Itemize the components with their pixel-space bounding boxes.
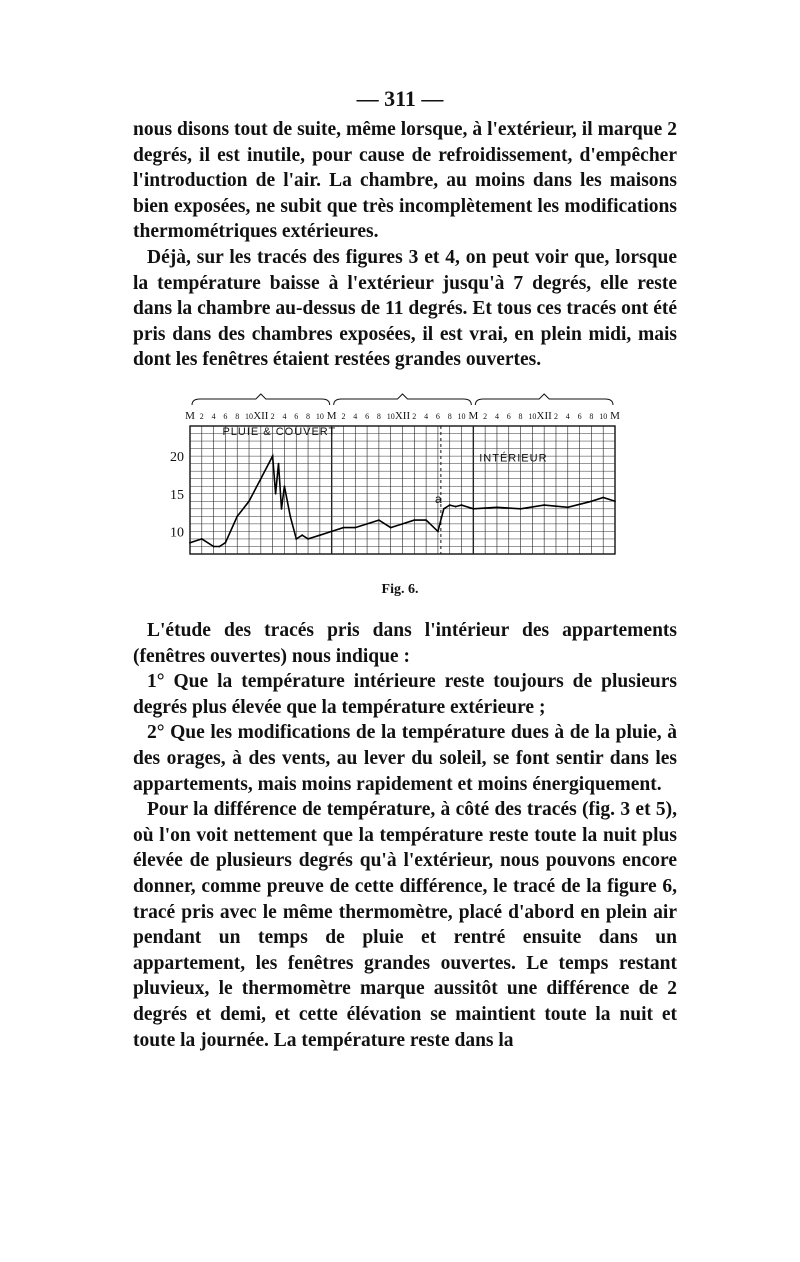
day-brace xyxy=(192,394,330,405)
x-tick-label: 10 xyxy=(245,412,254,421)
chart-annotation: a xyxy=(434,491,443,506)
x-tick-label: M xyxy=(326,410,337,422)
figure-caption: Fig. 6. xyxy=(381,582,419,597)
temperature-point xyxy=(201,538,203,540)
paragraph: nous disons tout de suite, même lorsque, à l'extérieur, il marque 2 degrés, il est inutile, pour cause de refroidissement, d'empêcher l'introduction de l'air. La chambre, au moins dans les maisons bien exposées, ne subit que très incomplètement les modifications thermométriques extérieures. xyxy=(133,119,677,243)
temperature-point xyxy=(272,455,274,457)
temperature-point xyxy=(275,493,277,495)
paragraph: 1° Que la température intérieure reste toujours de plusieurs degrés plus élevée que la température extérieure ; xyxy=(133,671,677,718)
x-tick-label: 8 xyxy=(589,412,594,421)
temperature-point xyxy=(425,519,427,521)
temperature-point xyxy=(496,506,498,508)
temperature-point xyxy=(281,508,283,510)
x-tick-label: 6 xyxy=(577,412,582,421)
day-brace xyxy=(334,394,472,405)
y-tick-label: 15 xyxy=(170,487,184,503)
temperature-point xyxy=(331,531,333,533)
paragraph-block-top xyxy=(133,117,677,373)
temperature-point xyxy=(189,542,191,544)
paragraph: 2° Que les modifications de la température dues à de la pluie, à des orages, à des vents, au lever du soleil, se font sentir dans les appartements, mais moins rapidement et moins énergiquement. xyxy=(133,722,677,795)
x-tick-label: 2 xyxy=(483,412,488,421)
temperature-point xyxy=(455,506,457,508)
temperature-point xyxy=(520,508,522,510)
x-tick-label: XII xyxy=(253,410,269,422)
x-tick-label: 4 xyxy=(353,412,358,421)
temperature-point xyxy=(213,546,215,548)
x-tick-label: 2 xyxy=(553,412,558,421)
x-tick-label: 10 xyxy=(386,412,395,421)
x-tick-label: 8 xyxy=(447,412,452,421)
x-tick-label: M xyxy=(468,410,479,422)
temperature-point xyxy=(284,485,286,487)
temperature-point xyxy=(248,500,250,502)
x-tick-label: 2 xyxy=(412,412,417,421)
temperature-point xyxy=(278,463,280,465)
temperature-point xyxy=(590,500,592,502)
temperature-point xyxy=(343,527,345,529)
page-number: — 311 — xyxy=(356,86,444,111)
x-tick-label: 6 xyxy=(223,412,228,421)
temperature-point xyxy=(219,546,221,548)
temperature-point xyxy=(260,478,262,480)
x-tick-label: 6 xyxy=(506,412,511,421)
temperature-point xyxy=(543,504,545,506)
temperature-point xyxy=(319,534,321,536)
x-tick-label: XII xyxy=(536,410,552,422)
x-tick-label: M xyxy=(185,410,195,422)
temperature-point xyxy=(301,534,303,536)
figure-6 xyxy=(160,385,640,610)
temperature-point xyxy=(289,515,291,517)
x-tick-label: 4 xyxy=(565,412,570,421)
temperature-point xyxy=(378,519,380,521)
temperature-point xyxy=(390,527,392,529)
temperature-point xyxy=(295,538,297,540)
x-tick-label: 4 xyxy=(211,412,216,421)
temperature-point xyxy=(472,508,474,510)
chart-annotation: PLUIE & COUVERT xyxy=(222,426,337,439)
x-tick-label: 4 xyxy=(424,412,429,421)
x-tick-label: 8 xyxy=(235,412,240,421)
temperature-chart xyxy=(160,385,640,610)
chart-annotation: INTÉRIEUR xyxy=(479,452,548,465)
x-tick-label: 10 xyxy=(528,412,537,421)
x-tick-label: 10 xyxy=(315,412,324,421)
temperature-point xyxy=(354,527,356,529)
x-tick-label: 8 xyxy=(518,412,523,421)
x-tick-label: 10 xyxy=(599,412,608,421)
x-tick-label: 2 xyxy=(341,412,346,421)
day-brace xyxy=(475,394,613,405)
x-tick-label: 4 xyxy=(282,412,287,421)
temperature-point xyxy=(449,504,451,506)
y-tick-label: 20 xyxy=(170,450,184,466)
temperature-point xyxy=(413,519,415,521)
x-tick-label: 6 xyxy=(294,412,299,421)
x-tick-label: 6 xyxy=(365,412,370,421)
temperature-point xyxy=(402,523,404,525)
x-tick-label: M xyxy=(610,410,620,422)
x-tick-label: 4 xyxy=(494,412,499,421)
x-tick-label: 8 xyxy=(306,412,311,421)
x-tick-label: 10 xyxy=(457,412,466,421)
paragraph: L'étude des tracés pris dans l'intérieur des appartements (fenêtres ouvertes) nous indique : xyxy=(133,620,677,667)
x-tick-label: 2 xyxy=(199,412,204,421)
temperature-point xyxy=(366,523,368,525)
paragraph: Pour la différence de température, à côté des tracés (fig. 3 et 5), où l'on voit nettement que la température reste toute la nuit plus élevée de plusieurs degrés qu'à l'extérieur, nous pouvons encore donner, comme preuve de cette différence, le tracé de la figure 6, tracé pris avec le même thermomètre, placé d'abord en plein air pendant un temps de pluie et rentré ensuite dans un appartement, les fenêtres grandes ouvertes. Le temps restant pluvieux, le thermomètre marque aussitôt une différence de 2 degrés et demi, et cette élévation se maintient toute la nuit et toute la journée. La température reste dans la xyxy=(133,799,677,1051)
temperature-point xyxy=(437,531,439,533)
paragraph: Déjà, sur les tracés des figures 3 et 4, on peut voir que, lorsque la température baisse à l'extérieur jusqu'à 7 degrés, elle reste dans la chambre au-dessus de 11 degrés. Et tous ces tracés ont été pris dans des chambres exposées, il est vrai, en plein midi, mais dont les fenêtres étaient restées grandes ouvertes. xyxy=(133,246,677,371)
y-tick-label: 10 xyxy=(170,525,184,541)
x-tick-label: 2 xyxy=(270,412,275,421)
x-tick-label: XII xyxy=(394,410,411,422)
temperature-point xyxy=(236,515,238,517)
temperature-point xyxy=(602,497,604,499)
temperature-point xyxy=(307,538,309,540)
temperature-point xyxy=(443,508,445,510)
temperature-point xyxy=(567,506,569,508)
temperature-point xyxy=(461,504,463,506)
x-tick-label: 6 xyxy=(435,412,440,421)
temperature-point xyxy=(225,542,227,544)
temperature-point xyxy=(614,500,616,502)
x-tick-label: 8 xyxy=(376,412,381,421)
paragraph-block-bottom xyxy=(133,618,677,1053)
